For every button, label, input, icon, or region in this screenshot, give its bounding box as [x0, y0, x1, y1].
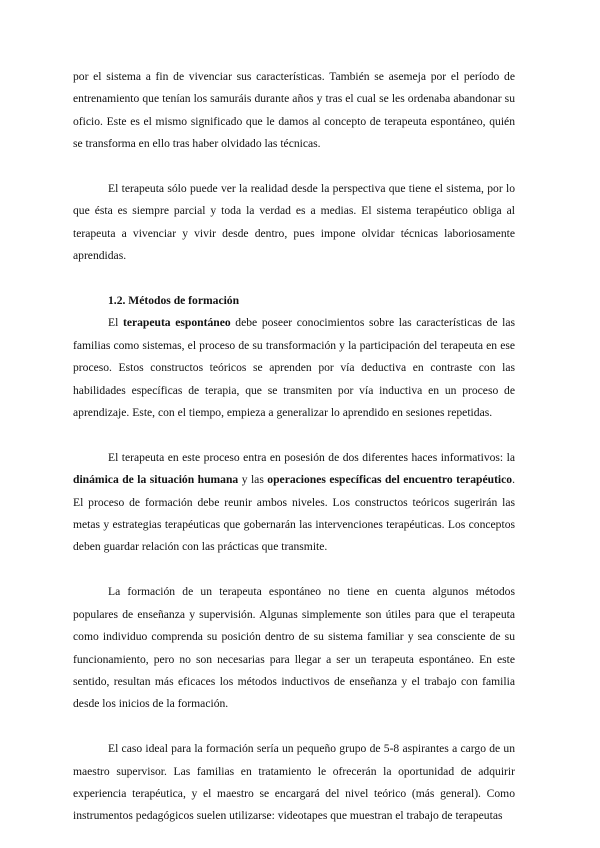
paragraph-spacer [73, 559, 515, 581]
paragraph-spacer [73, 268, 515, 290]
section-heading: 1.2. Métodos de formación [108, 294, 240, 308]
paragraph-spontaneous-therapist [73, 312, 515, 424]
paragraph-spacer [73, 716, 515, 738]
paragraph-therapist-perspective: El terapeuta sólo puede ver la realidad desde la perspectiva que tiene el sistema, por lo que ésta es siempre parcial y toda la verdad es a medias. El sistema terapéutico obliga al terapeuta a vivenciar y vivir desde dentro, pues impone olvidar técnicas laboriosamente aprendidas. [73, 182, 515, 263]
paragraph-text: . El proceso de formación debe reunir ambos niveles. Los constructos teóricos sugerirán las metas y estrategias terapéuticas que gobernarán las intervenciones terapéuticas. Los conceptos deben guardar relación con las prácticas que transmite. [73, 473, 515, 554]
paragraph-text: El terapeuta en este proceso entra en posesión de dos diferentes haces informativos: la [108, 450, 515, 464]
bold-term: operaciones específicas del encuentro terapéutico [267, 473, 513, 487]
paragraph-training-methods: La formación de un terapeuta espontáneo no tiene en cuenta algunos métodos populares de enseñanza y supervisión. Algunas simplemente son útiles para que el terapeuta como individuo comprenda su posición dentro de su sistema familiar y sea consciente de su funcionamiento, pero no son necesarias para llegar a ser un terapeuta espontáneo. En este sentido, resultan más eficaces los métodos inductivos de enseñanza y el trabajo con familia desde los inicios de la formación. [73, 585, 515, 711]
paragraph-text: y las [238, 473, 268, 487]
document-page [73, 66, 515, 828]
paragraph-text: El [108, 316, 123, 330]
bold-term: dinámica de la situación humana [73, 473, 239, 487]
paragraph-spacer [73, 424, 515, 446]
bold-term: terapeuta espontáneo [122, 316, 231, 330]
paragraph-spacer [73, 156, 515, 178]
paragraph-continuation: por el sistema a fin de vivenciar sus características. También se asemeja por el período de entrenamiento que tenían los samuráis durante años y tras el cual se les ordenaba abandonar su oficio. Este es el mismo significado que le damos al concepto de terapeuta espontáneo, quién se transforma en ello tras haber olvidado las técnicas. [73, 70, 515, 151]
paragraph-ideal-case: El caso ideal para la formación sería un pequeño grupo de 5-8 aspirantes a cargo de un maestro supervisor. Las familias en tratamiento le ofrecerán la oportunidad de adquirir experiencia terapéutica, y el maestro se encargará del nivel teórico (más general). Como instrumentos pedagógicos suelen utilizarse: videotapes que muestran el trabajo de terapeutas [73, 742, 515, 823]
paragraph-information-sets [73, 447, 515, 559]
paragraph-text: debe poseer conocimientos sobre las características de las familias como sistemas, el proceso de su transformación y la participación del terapeuta en ese proceso. Estos constructos teóricos se aprenden por vía deductiva en contraste con las habilidades específicas de terapia, que se transmiten por vía inductiva en un proceso de aprendizaje. Este, con el tiempo, empieza a generalizar lo aprendido en sesiones repetidas. [73, 316, 516, 420]
